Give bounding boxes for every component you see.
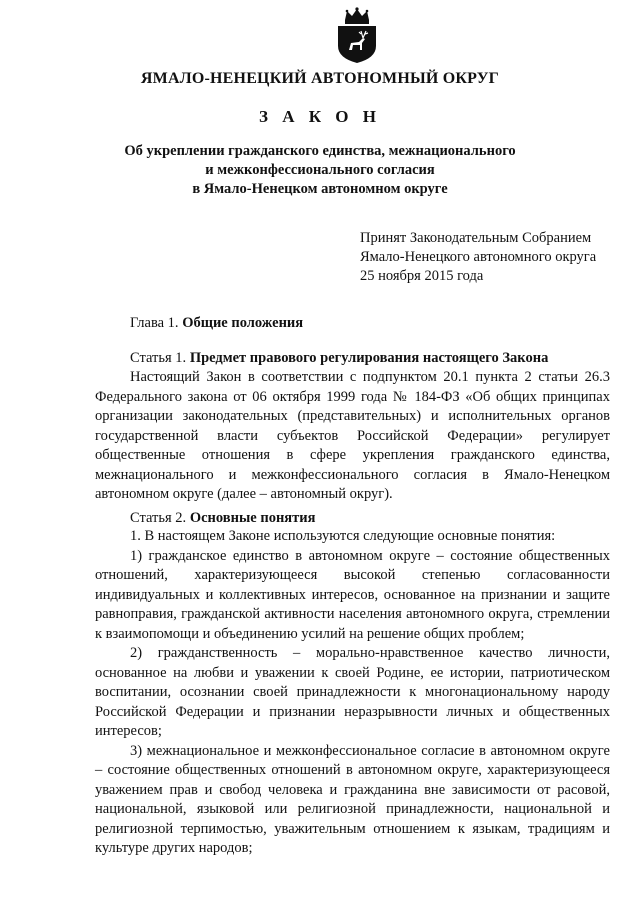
article-1-body <box>95 368 610 505</box>
law-title: З А К О Н <box>258 107 382 126</box>
article-1-heading <box>130 350 548 367</box>
subtitle-line: в Ямало-Ненецком автономном округе <box>192 181 448 197</box>
article-2-paragraph: 3) межнациональное и межконфессиональное согласие в автономном округе – состояние общественных отношений в автономном округе, характеризующееся уважением прав и свобод человека и гражданина вне зависимости от расовой, национальной, языковой или религиозной принадлежности, национальной и религиозной терпимостью, уважительным отношением к языкам, традициям и культуре других народов; <box>95 742 610 856</box>
article-2-paragraph: 1. В настоящем Законе используются следующие основные понятия: <box>130 528 556 544</box>
region-name: ЯМАЛО-НЕНЕЦКИЙ АВТОНОМНЫЙ ОКРУГ <box>140 70 500 87</box>
subtitle-line: Об укреплении гражданского единства, межнационального <box>124 143 516 159</box>
article-2-body <box>95 527 610 859</box>
article-2-paragraph: 2) гражданственность – морально-нравственное качество личности, основанное на любви и уважении к своей Родине, ее истории, патриотическом воспитании, осознании своей принадлежности к многонациональному народу Российской Федерации и признании неразрывности личных и общественных интересов; <box>95 645 610 739</box>
article-2-heading <box>130 510 315 527</box>
adoption-line: 25 ноября 2015 года <box>360 268 484 284</box>
article-2-paragraph: 1) гражданское единство в автономном округе – состояние общественных отношений, характеризующееся высокой степенью согласованности индивидуальных и коллективных интересов, основанное на признании и защите равноправия, гражданской активности населения автономного округа, стремлении к взаимопомощи и объединению усилий на решение общих проблем; <box>95 547 610 642</box>
article-1-title: Предмет правового регулирования настоящего Закона <box>189 350 549 366</box>
subtitle-line: и межконфессионального согласия <box>205 162 435 178</box>
coat-of-arms-icon <box>332 6 382 64</box>
chapter-prefix: Глава 1. <box>130 315 183 331</box>
article-2-title: Основные понятия <box>189 510 316 526</box>
law-subtitle <box>0 142 640 199</box>
chapter-heading <box>130 315 303 332</box>
article-1-paragraph: Настоящий Закон в соответствии с подпунктом 20.1 пункта 2 статьи 26.3 Федерального закона от 06 октября 1999 года № 184-ФЗ «Об общих принципах организации законодательных (представительных) и исполнительных органов государственной власти субъектов Российской Федерации» регулирует общественные отношения в сфере укрепления гражданского единства, межнационального и межконфессионального согласия в Ямало-Ненецком автономном округе (далее – автономный округ). <box>95 369 610 502</box>
adoption-line: Ямало-Ненецкого автономного округа <box>360 249 597 265</box>
article-1-prefix: Статья 1. <box>130 350 190 366</box>
adoption-note <box>360 229 596 286</box>
article-2-prefix: Статья 2. <box>130 510 190 526</box>
chapter-title: Общие положения <box>182 315 304 331</box>
adoption-line: Принят Законодательным Собранием <box>360 230 592 246</box>
